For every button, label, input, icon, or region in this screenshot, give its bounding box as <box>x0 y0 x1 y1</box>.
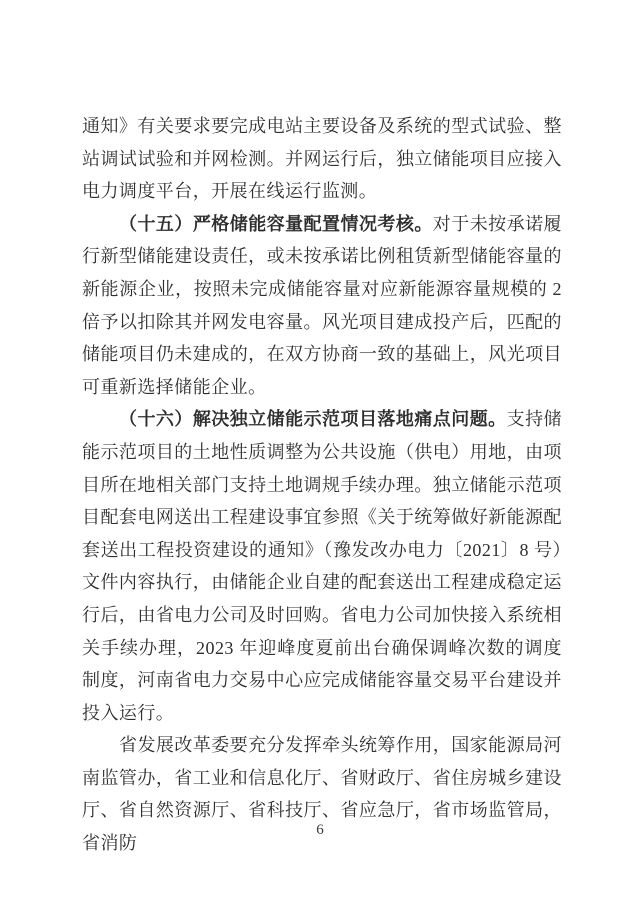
paragraph-text: 支持储能示范项目的土地性质调整为公共设施（供电）用地，由项目所在地相关部门支持土地调规手续办理。独立储能示范项目配套电网送出工程建设事宜参照《关于统筹做好新能源配套送出工程投资建设的通知》（豫发改办电力〔2021〕8 号）文件内容执行，由储能企业自建的配套送出工程建成稳定运行后，由省电力公司及时回购。省电力公司加快接入系统相关手续办理，2023 年迎峰度夏前出台确保调峰次数的调度制度，河南省电力交易中心应完成储能容量交易平台建设并投入运行。 <box>82 409 562 723</box>
section-16-heading: （十六）解决独立储能示范项目落地痛点问题。 <box>119 409 507 430</box>
paragraph-closing <box>82 729 562 859</box>
page-number: 6 <box>316 822 324 838</box>
paragraph-continuation <box>82 110 562 208</box>
paragraph-text: 通知》有关要求要完成电站主要设备及系统的型式试验、整站调试试验和并网检测。并网运行后，独立储能项目应接入电力调度平台，开展在线运行监测。 <box>82 116 562 202</box>
paragraph-section-16 <box>82 403 562 729</box>
document-body <box>82 110 562 860</box>
paragraph-section-15 <box>82 208 562 404</box>
paragraph-text: 对于未按承诺履行新型储能建设责任，或未按承诺比例租赁新型储能容量的新能源企业，按照未完成储能容量对应新能源容量规模的 2 倍予以扣除其并网发电容量。风光项目建成投产后，匹配的储能项目仍未建成的，在双方协商一致的基础上，风光项目可重新选择储能企业。 <box>82 213 562 397</box>
paragraph-text: 省发展改革委要充分发挥牵头统筹作用，国家能源局河南监管办，省工业和信息化厅、省财政厅、省住房城乡建设厅、省自然资源厅、省科技厅、省应急厅，省市场监管局，省消防 <box>82 735 562 854</box>
section-15-heading: （十五）严格储能容量配置情况考核。 <box>119 213 433 234</box>
